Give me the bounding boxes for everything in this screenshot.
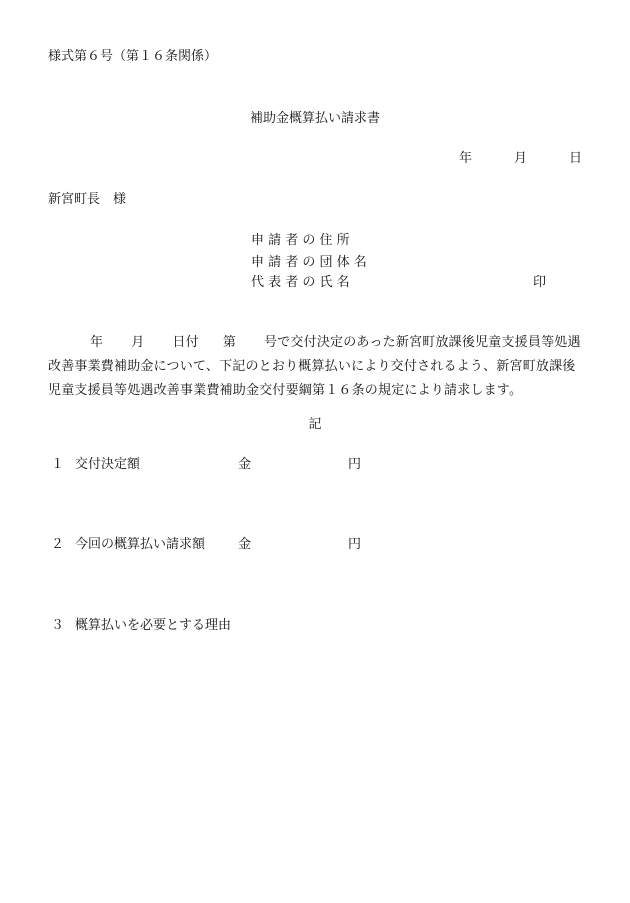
applicant-org-label: 申 請 者 の 団 体 名 xyxy=(251,255,367,270)
date-line xyxy=(459,152,582,165)
item-1-kin: 金 xyxy=(238,457,252,472)
applicant-address-label: 申 請 者 の 住 所 xyxy=(251,233,350,248)
item-1-number: １ xyxy=(51,457,65,472)
addressee: 新宮町長 様 xyxy=(48,192,127,207)
body-day: 日付 xyxy=(172,335,199,350)
request-body-paragraph xyxy=(48,331,584,403)
item-2-yen: 円 xyxy=(348,537,362,552)
ki-heading: 記 xyxy=(308,417,322,432)
item-2-label: 今回の概算払い請求額 xyxy=(75,537,206,552)
item-2-kin: 金 xyxy=(238,537,252,552)
body-year: 年 xyxy=(90,335,104,350)
date-year: 年 xyxy=(458,151,472,166)
date-day: 日 xyxy=(568,151,582,166)
item-2-number: ２ xyxy=(51,537,65,552)
date-month: 月 xyxy=(513,151,527,166)
seal-mark: 印 xyxy=(533,275,547,290)
item-1-label: 交付決定額 xyxy=(75,457,141,472)
item-3-label: 概算払いを必要とする理由 xyxy=(75,618,232,633)
representative-name-label: 代 表 者 の 氏 名 xyxy=(251,275,350,290)
item-1-yen: 円 xyxy=(348,457,362,472)
item-3-number: ３ xyxy=(51,618,65,633)
body-month: 月 xyxy=(131,335,145,350)
body-dai: 第 xyxy=(222,335,237,350)
form-number: 様式第６号（第１６条関係） xyxy=(48,49,218,64)
body-text: 号で交付決定のあった新宮町放課後児童支援員等処遇改善事業費補助金について、下記のとおり概算払いにより交付されるよう、新宮町放課後児童支援員等処遇改善事業費補助金交付要綱第１６条の規定により請求します。 xyxy=(48,335,581,398)
document-title: 補助金概算払い請求書 xyxy=(249,111,380,126)
